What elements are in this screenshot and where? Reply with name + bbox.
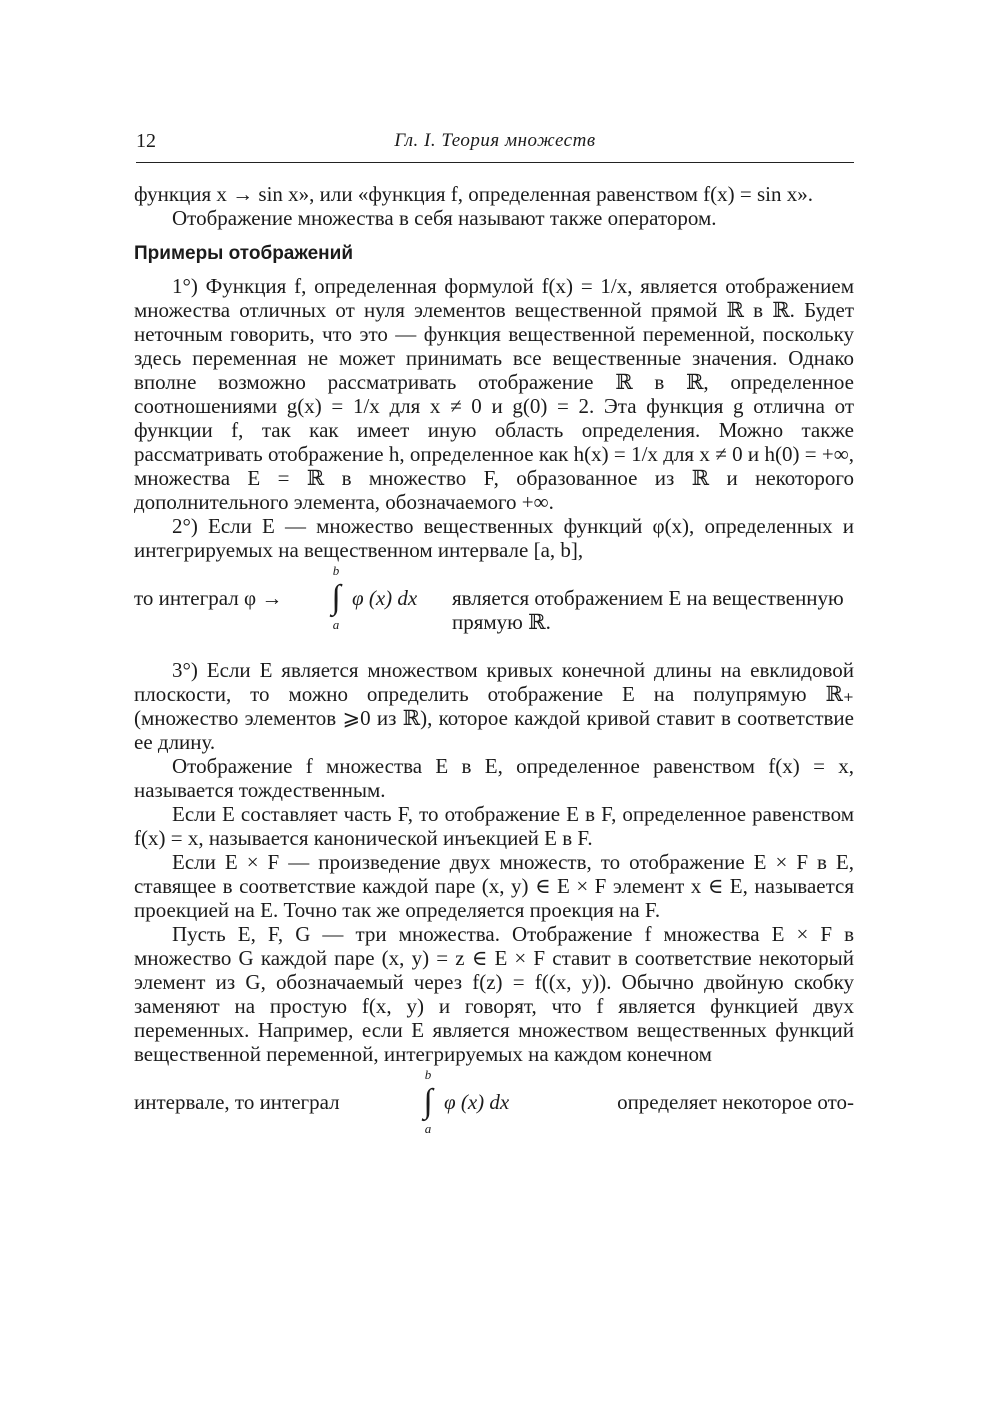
integral-sign-2: ∫	[423, 1083, 433, 1120]
integral-upper-limit: b	[332, 563, 340, 578]
integral-upper-limit-2: b	[424, 1067, 432, 1082]
integral-sign: ∫	[331, 579, 341, 616]
section-heading: Примеры отображений	[134, 243, 354, 264]
paragraph-example-3: 3°) Если E является множеством кривых конечной длины на евклидовой плоскости, то можно определить отображение E на полупрямую ℝ₊ (множество элементов ⩾0 из ℝ), которое каждой кривой ставит в соответствие ее длину.	[134, 658, 854, 754]
page-number: 12	[136, 130, 156, 152]
integral-line-2	[134, 1066, 854, 1138]
integral-trailing-text-2: определяет некоторое ото-	[617, 1090, 854, 1114]
paragraph-1: функция x → sin x», или «функция f, определенная равенством f(x) = sin x».	[134, 182, 813, 206]
integral-expression-2: φ (x) dx	[444, 1090, 510, 1114]
integral-lead-text-2: интервале, то интеграл	[134, 1090, 340, 1114]
chapter-title: Гл. I. Теория множеств	[394, 130, 596, 151]
integral-lead-text: то интеграл φ →	[134, 586, 283, 610]
integral-symbol	[326, 564, 346, 632]
running-header	[136, 130, 854, 163]
integral-expression: φ (x) dx	[352, 586, 418, 610]
paragraph-identity: Отображение f множества E в E, определенное равенством f(x) = x, называется тождественным.	[134, 754, 854, 802]
integral-lower-limit: a	[332, 617, 340, 632]
paragraph-two-variables: Пусть E, F, G — три множества. Отображение f множества E × F в множество G каждой паре (x, y) = z ∈ E × F ставит в соответствие некоторый элемент из G, обозначаемый через f(z) = f((x, y)). Обычно двойную скобку заменяют на простую f(x, y) и говорят, что f является функцией двух переменных. Например, если E является множеством вещественных функций вещественной переменной, интегрируемых на каждом конечном	[134, 922, 854, 1066]
body-text	[134, 182, 854, 1138]
paragraph-2: Отображение множества в себя называют также оператором.	[172, 206, 717, 230]
integral-line-1	[134, 562, 854, 634]
paragraph-example-2: 2°) Если E — множество вещественных функций φ(x), определенных и интегрируемых на вещественном интервале [a, b],	[134, 514, 854, 562]
paragraph-canonical-injection: Если E составляет часть F, то отображение E в F, определенное равенством f(x) = x, называется канонической инъекцией E в F.	[134, 802, 854, 850]
integral-symbol-2	[418, 1068, 438, 1136]
integral-trailing-text: является отображением E на вещественную прямую ℝ.	[452, 586, 844, 634]
paragraph-projection: Если E × F — произведение двух множеств, то отображение E × F в E, ставящее в соответствие каждой паре (x, y) ∈ E × F элемент x ∈ E, называется проекцией на E. Точно так же определяется проекция на F.	[134, 850, 854, 922]
integral-lower-limit-2: a	[424, 1121, 432, 1136]
paragraph-example-1: 1°) Функция f, определенная формулой f(x) = 1/x, является отображением множества отличных от нуля элементов вещественной прямой ℝ в ℝ. Будет неточным говорить, что это — функция вещественной переменной, поскольку здесь переменная не может принимать все вещественные значения. Однако вполне возможно рассматривать отображение ℝ в ℝ, определенное соотношениями g(x) = 1/x для x ≠ 0 и g(0) = 2. Эта функция g отлична от функции f, так как имеет иную область определения. Можно также рассматривать отображение h, определенное как h(x) = 1/x для x ≠ 0 и h(0) = +∞, множества E = ℝ в множество F, образованное из ℝ и некоторого дополнительного элемента, обозначаемого +∞.	[134, 274, 854, 514]
